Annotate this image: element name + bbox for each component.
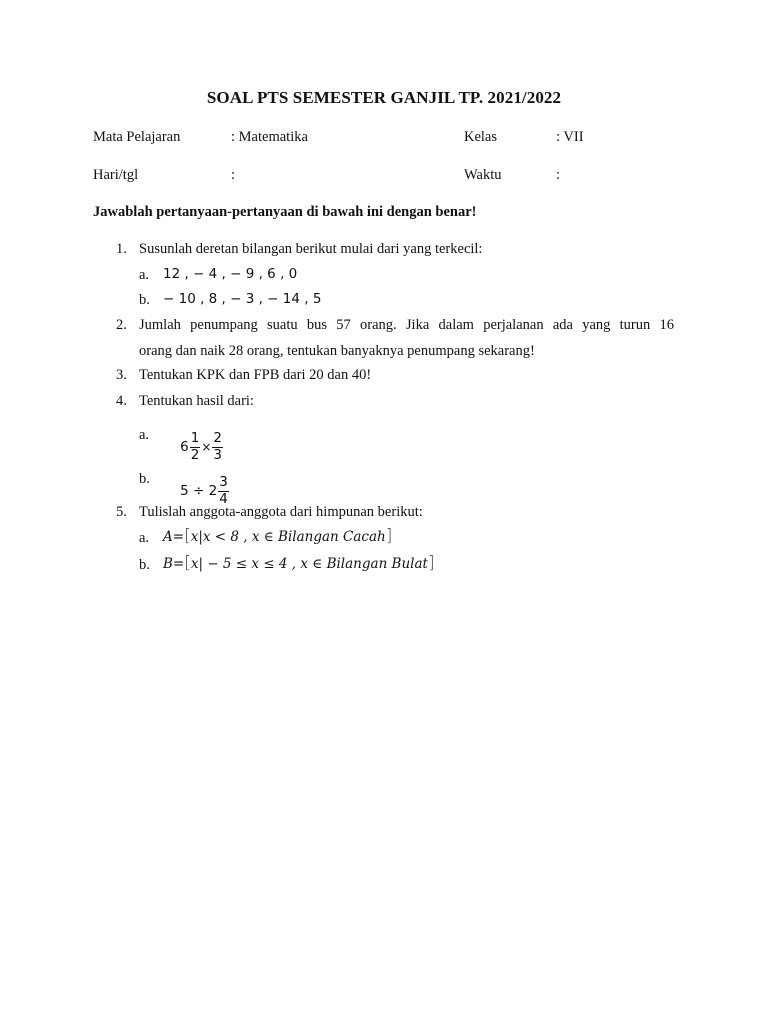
q4-a-fraction-1 [190,432,201,462]
q4-text: Tentukan hasil dari: [139,393,254,409]
class-label: Kelas [464,129,498,145]
time-value: : [556,167,561,183]
q5-b-open-bracket: [ [184,553,191,573]
q5-a-close-bracket: ] [385,526,393,546]
q5-b-set-name: B [163,556,173,572]
q4-b-prefix: 5 ÷ 2 [180,483,218,499]
q4-number: 4. [116,393,127,409]
q3-text: Tentukan KPK dan FPB dari 20 dan 40! [139,367,372,383]
subject-label: Mata Pelajaran [93,129,181,145]
date-label: Hari/tgl [93,167,139,183]
q5-b-set-body: x| − 5 ≤ x ≤ 4 , x ∈ Bilangan Bulat [190,556,428,572]
q5-a-open-bracket: [ [184,526,191,546]
q5-a-set-expression [163,526,392,546]
q4-a-whole: 6 [180,439,189,455]
q1-b-label: b. [139,292,150,308]
info-row-date [0,167,768,187]
q5-a-set-name: A [163,529,173,545]
info-row-subject [0,129,768,149]
q4-b-denominator: 4 [219,490,228,507]
q4-b-label: b. [139,471,150,487]
q1-text: Susunlah deretan bilangan berikut mulai dari yang terkecil: [139,241,483,257]
instruction-text: Jawablah pertanyaan-pertanyaan di bawah ini dengan benar! [93,204,477,220]
q5-b-close-bracket: ] [427,553,435,573]
q5-a-set-body: x|x < 8 , x ∈ Bilangan Cacah [190,529,386,545]
q5-a-equals: = [172,529,185,545]
class-value: : VII [556,129,584,145]
q4-b-numerator: 3 [219,474,228,490]
q4-a-denominator-2: 3 [213,446,223,463]
q1-number: 1. [116,241,127,257]
page-title: SOAL PTS SEMESTER GANJIL TP. 2021/2022 [206,88,562,107]
q5-b-set-expression [163,553,435,573]
q4-b-fraction [218,476,229,506]
q5-text: Tulislah anggota-anggota dari himpunan berikut: [139,504,423,520]
q4-a-numerator-2: 2 [213,430,223,446]
q5-b-equals: = [172,556,185,572]
q4-a-numerator-1: 1 [190,430,200,446]
q5-b-label: b. [139,557,150,573]
q1-a-label: a. [139,267,150,283]
subject-value: : Matematika [231,129,308,145]
q5-number: 5. [116,504,127,520]
q1-b-numbers: − 10 , 8 , − 3 , − 14 , 5 [163,291,322,307]
q3-number: 3. [116,367,127,383]
q4-a-label: a. [139,427,150,443]
q2-text-line1: Jumlah penumpang suatu bus 57 orang. Jika dalam perjalanan ada yang turun 16 [139,317,674,333]
q5-a-label: a. [139,530,150,546]
date-value: : [231,167,236,183]
q4-a-denominator-1: 2 [190,446,200,463]
q4-a-fraction-2 [212,432,223,462]
time-label: Waktu [464,167,502,183]
q1-a-numbers: 12 , − 4 , − 9 , 6 , 0 [163,266,298,282]
q2-text-line2: orang dan naik 28 orang, tentukan banyaknya penumpang sekarang! [139,343,535,359]
q2-number: 2. [116,317,127,333]
q4-a-times: × [201,440,212,454]
